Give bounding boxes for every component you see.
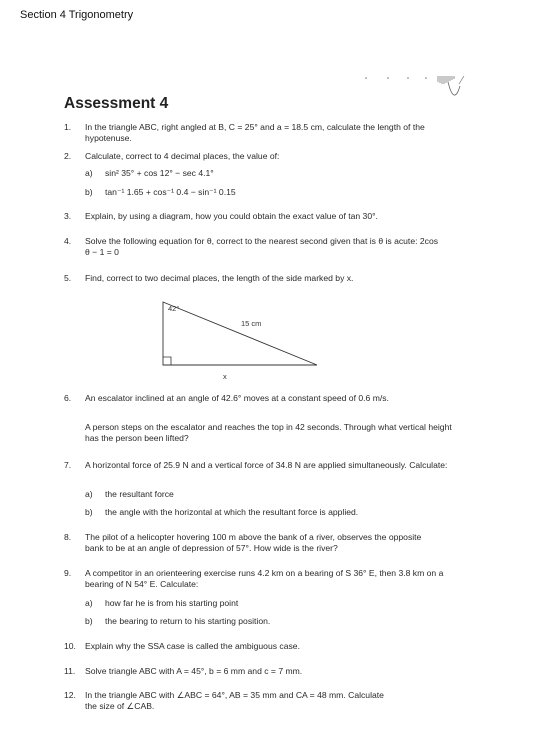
question-number: 11. (64, 666, 76, 676)
part-text: sin² 35° + cos 12° − sec 4.1° (105, 168, 214, 178)
part-text: the resultant force (105, 489, 174, 499)
part-text: the bearing to return to his starting position. (105, 616, 271, 626)
question-text: A horizontal force of 25.9 N and a vertical force of 34.8 N are applied simultaneously. Calculate: (85, 460, 448, 470)
question-number: 3. (64, 211, 72, 221)
question-number: 6. (64, 393, 72, 403)
right-triangle-figure (155, 296, 325, 386)
part-label: a) (85, 489, 93, 499)
question-6-continuation (85, 422, 455, 444)
question-number: 9. (64, 568, 72, 578)
right-angle-marker (163, 357, 171, 365)
assessment-title: Assessment 4 (64, 95, 169, 112)
angle-label: 42° (168, 304, 180, 313)
question-text: The pilot of a helicopter hovering 100 m above the bank of a river, observes the opposite bank to be at an angle of depression of 57°. How wide is the river? (85, 532, 422, 553)
part-label: b) (85, 507, 93, 517)
question-text-continued: A person steps on the escalator and reaches the top in 42 seconds. Through what vertical height has the person been lifted? (85, 422, 452, 443)
question-number: 10. (64, 641, 76, 651)
question-text: Solve the following equation for θ, correct to the nearest second given that is θ is acute: 2cos θ − 1 = 0 (85, 236, 439, 257)
question-number: 1. (64, 122, 72, 132)
part-label: a) (85, 168, 93, 178)
question-text: Explain, by using a diagram, how you could obtain the exact value of tan 30°. (85, 211, 378, 221)
part-label: a) (85, 598, 93, 608)
question-number: 7. (64, 460, 72, 470)
part-text: how far he is from his starting point (105, 598, 239, 608)
question-text: In the triangle ABC, right angled at B, C = 25° and a = 18.5 cm, calculate the length of the hypotenuse. (85, 122, 425, 143)
question-number: 8. (64, 532, 72, 542)
question-text: A competitor in an orienteering exercise runs 4.2 km on a bearing of S 36° E, then 3.8 km on a bearing of N 54° E. Calculate: (85, 568, 444, 589)
question-number: 4. (64, 236, 72, 246)
page-header: Section 4 Trigonometry (20, 9, 134, 21)
question-text: An escalator inclined at an angle of 42.6° moves at a constant speed of 0.6 m/s. (85, 393, 389, 403)
question-text: Solve triangle ABC with A = 45°, b = 6 mm and c = 7 mm. (85, 666, 303, 676)
part-label: b) (85, 187, 93, 197)
question-text: Calculate, correct to 4 decimal places, the value of: (85, 151, 280, 161)
question-text: Find, correct to two decimal places, the length of the side marked by x. (85, 273, 354, 283)
part-label: b) (85, 616, 93, 626)
hypotenuse-label: 15 cm (241, 319, 262, 328)
part-text: tan⁻¹ 1.65 + cos⁻¹ 0.4 − sin⁻¹ 0.15 (105, 187, 236, 197)
question-number: 5. (64, 273, 72, 283)
question-number: 12. (64, 690, 76, 700)
question-text: In the triangle ABC with ∠ABC = 64°, AB = 35 mm and CA = 48 mm. Calculate the size of ∠CAB. (85, 690, 384, 711)
question-text: Explain why the SSA case is called the ambiguous case. (85, 641, 300, 651)
decorative-wave-graphic (360, 74, 480, 110)
base-label: x (223, 372, 227, 381)
triangle-outline (163, 302, 317, 365)
part-text: the angle with the horizontal at which the resultant force is applied. (105, 507, 359, 517)
question-number: 2. (64, 151, 72, 161)
